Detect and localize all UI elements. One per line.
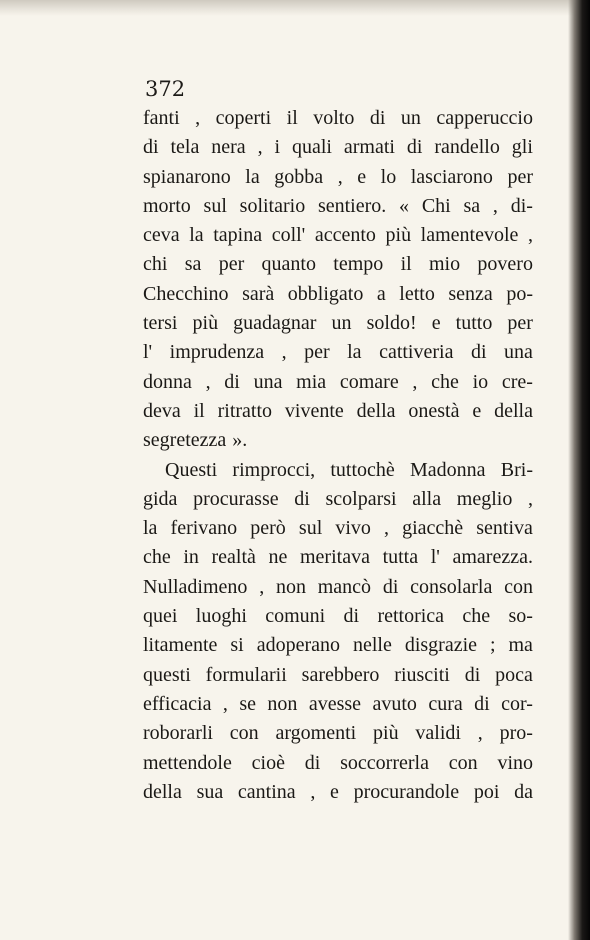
text-word: randello: [434, 136, 500, 159]
text-word: procurasse: [193, 487, 279, 510]
page-number: 372: [145, 77, 186, 101]
text-line: [143, 426, 533, 455]
text-word: procurandole: [353, 780, 460, 803]
text-word: di-: [510, 194, 533, 217]
text-word: la: [143, 517, 158, 540]
text-line: [143, 133, 533, 162]
text-word: ,: [337, 165, 343, 188]
text-word: vivente: [284, 399, 344, 422]
text-word: volto: [313, 107, 355, 129]
text-word: meglio: [456, 487, 513, 510]
text-word: i: [274, 136, 281, 159]
text-word: che: [462, 605, 491, 628]
text-line: [143, 514, 533, 543]
text-word: formularii: [205, 663, 287, 686]
text-word: e: [330, 780, 339, 803]
text-word: ,: [527, 487, 533, 510]
text-word: un: [331, 312, 352, 335]
text-word: tempo: [333, 253, 384, 276]
text-word: ,: [310, 780, 316, 803]
text-word: tela: [170, 136, 200, 159]
text-word: una: [504, 341, 533, 364]
text-word: si: [230, 634, 244, 657]
text-word: gobba: [274, 165, 324, 188]
book-spine-shadow: [568, 0, 590, 940]
text-word: rimprocci,: [232, 458, 316, 481]
text-word: della: [356, 399, 396, 422]
text-word: vino: [497, 751, 533, 774]
body-text: [143, 104, 533, 807]
text-word: sul: [298, 517, 323, 540]
text-line: [143, 104, 533, 133]
text-word: il: [286, 107, 298, 129]
text-word: morto: [143, 194, 191, 217]
text-word: però: [250, 517, 286, 540]
text-word: quali: [291, 136, 332, 159]
text-word: io: [472, 370, 489, 393]
text-word: sentiva: [476, 517, 533, 540]
text-word: cor-: [501, 692, 533, 715]
text-word: con: [448, 751, 478, 774]
text-word: di: [382, 575, 399, 598]
text-word: di: [294, 487, 310, 510]
text-word: sa: [463, 194, 481, 217]
text-word: se: [239, 692, 256, 715]
text-word: la: [245, 165, 260, 188]
text-word: ,: [412, 370, 418, 393]
text-word: coperti: [215, 107, 272, 129]
text-word: tutta: [382, 546, 419, 569]
text-word: deva: [143, 399, 181, 422]
text-line: [143, 749, 533, 778]
text-word: vivo: [335, 517, 371, 540]
text-word: pro-: [499, 722, 533, 745]
text-word: ma: [508, 634, 533, 657]
text-word: amarezza.: [452, 546, 533, 569]
text-word: giacchè: [402, 517, 464, 540]
text-word: cantina: [237, 780, 296, 803]
text-word: della: [143, 780, 182, 803]
text-word: mancò: [317, 575, 372, 598]
text-word: donna: [143, 370, 192, 393]
text-word: per: [507, 165, 533, 188]
text-word: accento: [314, 224, 376, 247]
text-word: povero: [477, 253, 533, 276]
text-word: soldo!: [366, 312, 417, 335]
text-word: e: [472, 399, 482, 422]
text-word: di: [224, 370, 240, 393]
text-word: nera: [211, 136, 246, 159]
text-word: avuto: [372, 692, 417, 715]
text-word: obbligato: [287, 282, 364, 305]
text-word: di: [470, 341, 487, 364]
text-word: tuttochè: [330, 458, 395, 481]
text-word: della: [494, 399, 533, 422]
text-word: adoperano: [256, 634, 340, 657]
text-word: roborarli: [143, 722, 213, 745]
text-word: po-: [506, 282, 533, 305]
text-word: cioè: [251, 751, 285, 774]
text-word: tutto: [455, 312, 493, 335]
text-word: nelle: [352, 634, 392, 657]
text-word: spianarono: [143, 165, 231, 188]
text-line: [143, 338, 533, 367]
text-word: ;: [489, 634, 496, 657]
text-word: poca: [495, 663, 533, 686]
text-word: ,: [195, 107, 201, 129]
text-line: [143, 250, 533, 279]
text-word: sa: [184, 253, 202, 276]
text-word: rettorica: [377, 605, 445, 628]
text-word: comuni: [265, 605, 326, 628]
text-word: che: [431, 370, 459, 393]
text-word: che: [143, 546, 171, 569]
text-word: di: [474, 692, 490, 715]
text-line: [143, 543, 533, 572]
text-word: di: [369, 107, 386, 129]
text-word: questi: [143, 663, 191, 686]
text-word: ,: [527, 224, 533, 247]
text-word: con: [504, 575, 533, 598]
text-word: per: [218, 253, 245, 276]
text-word: disgrazie: [404, 634, 477, 657]
text-word: a: [376, 282, 386, 305]
text-word: una: [253, 370, 283, 393]
text-word: ,: [492, 194, 498, 217]
text-word: sul: [203, 194, 227, 217]
text-word: più: [192, 312, 219, 335]
text-word: armati: [343, 136, 395, 159]
text-word: Madonna: [410, 458, 486, 481]
text-word: gli: [511, 136, 533, 159]
text-word: letto: [399, 282, 435, 305]
text-word: avesse: [308, 692, 362, 715]
text-word: imprudenza: [169, 341, 265, 364]
text-word: sarà: [242, 282, 275, 305]
text-word: più: [385, 224, 412, 247]
text-word: sentiero.: [317, 194, 387, 217]
text-word: lasciarono: [410, 165, 493, 188]
page-top-edge: [0, 0, 590, 16]
text-word: coll': [271, 224, 306, 247]
text-word: Bri-: [500, 458, 533, 481]
text-word: litamente: [143, 634, 218, 657]
text-word: per: [304, 341, 330, 364]
text-word: l': [143, 341, 153, 364]
text-word: ».: [232, 429, 248, 452]
text-word: so-: [508, 605, 533, 628]
text-word: fanti: [143, 107, 180, 129]
text-word: la: [189, 224, 204, 247]
text-word: di: [464, 663, 481, 686]
text-word: guadagnar: [233, 312, 317, 335]
text-line: [143, 602, 533, 631]
text-word: meritava: [300, 546, 370, 569]
text-word: lo: [380, 165, 397, 188]
text-word: efficacia: [143, 692, 212, 715]
text-line: [143, 397, 533, 426]
text-line: [143, 661, 533, 690]
text-word: riusciti: [394, 663, 450, 686]
text-word: Checchino: [143, 282, 229, 305]
text-word: non: [267, 692, 298, 715]
text-word: l': [430, 546, 440, 569]
text-word: per: [507, 312, 533, 335]
text-word: di: [343, 605, 360, 628]
text-word: più: [373, 722, 399, 745]
text-word: da: [514, 780, 533, 803]
text-word: ,: [477, 722, 483, 745]
text-word: sarebbero: [301, 663, 380, 686]
text-word: cura: [428, 692, 463, 715]
text-word: luoghi: [195, 605, 247, 628]
text-word: un: [400, 107, 421, 129]
text-word: ,: [257, 136, 263, 159]
text-word: cre-: [501, 370, 533, 393]
text-word: onestà: [408, 399, 460, 422]
text-word: in: [183, 546, 199, 569]
text-word: la: [347, 341, 362, 364]
text-word: ,: [222, 692, 228, 715]
text-word: capperuccio: [436, 107, 533, 129]
text-line: [143, 192, 533, 221]
text-word: di: [143, 136, 159, 159]
text-word: mio: [429, 253, 461, 276]
text-word: con: [229, 722, 259, 745]
text-line: [143, 368, 533, 397]
text-word: sua: [196, 780, 224, 803]
text-word: di: [304, 751, 321, 774]
text-word: soccorrerla: [340, 751, 429, 774]
text-word: solitario: [239, 194, 306, 217]
text-word: consolarla: [410, 575, 493, 598]
text-word: ceva: [143, 224, 180, 247]
text-word: ,: [281, 341, 287, 364]
text-word: di: [406, 136, 423, 159]
text-word: alla: [412, 487, 442, 510]
text-word: e: [357, 165, 367, 188]
text-word: Questi: [165, 458, 218, 481]
text-word: il: [400, 253, 412, 276]
text-word: quei: [143, 605, 178, 628]
text-word: chi: [143, 253, 168, 276]
text-line: [143, 778, 533, 807]
text-word: poi: [473, 780, 500, 803]
text-line: [143, 456, 533, 485]
text-word: mettendole: [143, 751, 232, 774]
text-word: validi: [415, 722, 461, 745]
text-word: cattiveria: [379, 341, 454, 364]
text-word: non: [275, 575, 306, 598]
text-word: ritratto: [217, 399, 273, 422]
text-word: realtà: [211, 546, 256, 569]
text-word: Chi: [421, 194, 451, 217]
text-line: [143, 280, 533, 309]
text-word: scolparsi: [325, 487, 397, 510]
text-line: [143, 221, 533, 250]
text-word: gida: [143, 487, 178, 510]
text-word: quanto: [261, 253, 316, 276]
text-word: segretezza: [143, 429, 227, 452]
text-word: comare: [339, 370, 399, 393]
text-word: «: [399, 194, 410, 217]
text-line: [143, 163, 533, 192]
text-line: [143, 573, 533, 602]
text-word: argomenti: [275, 722, 357, 745]
text-word: tersi: [143, 312, 178, 335]
text-line: [143, 719, 533, 748]
text-word: il: [193, 399, 205, 422]
text-word: e: [431, 312, 441, 335]
text-word: ,: [384, 517, 389, 540]
text-word: senza: [448, 282, 493, 305]
text-word: tapina: [213, 224, 263, 247]
text-word: ,: [205, 370, 211, 393]
text-word: lamentevole: [420, 224, 519, 247]
text-word: ,: [259, 575, 265, 598]
text-word: ferivano: [170, 517, 238, 540]
text-line: [143, 631, 533, 660]
text-line: [143, 485, 533, 514]
text-word: mia: [296, 370, 327, 393]
text-word: ne: [268, 546, 288, 569]
text-word: Nulladimeno: [143, 575, 248, 598]
text-line: [143, 690, 533, 719]
text-line: [143, 309, 533, 338]
